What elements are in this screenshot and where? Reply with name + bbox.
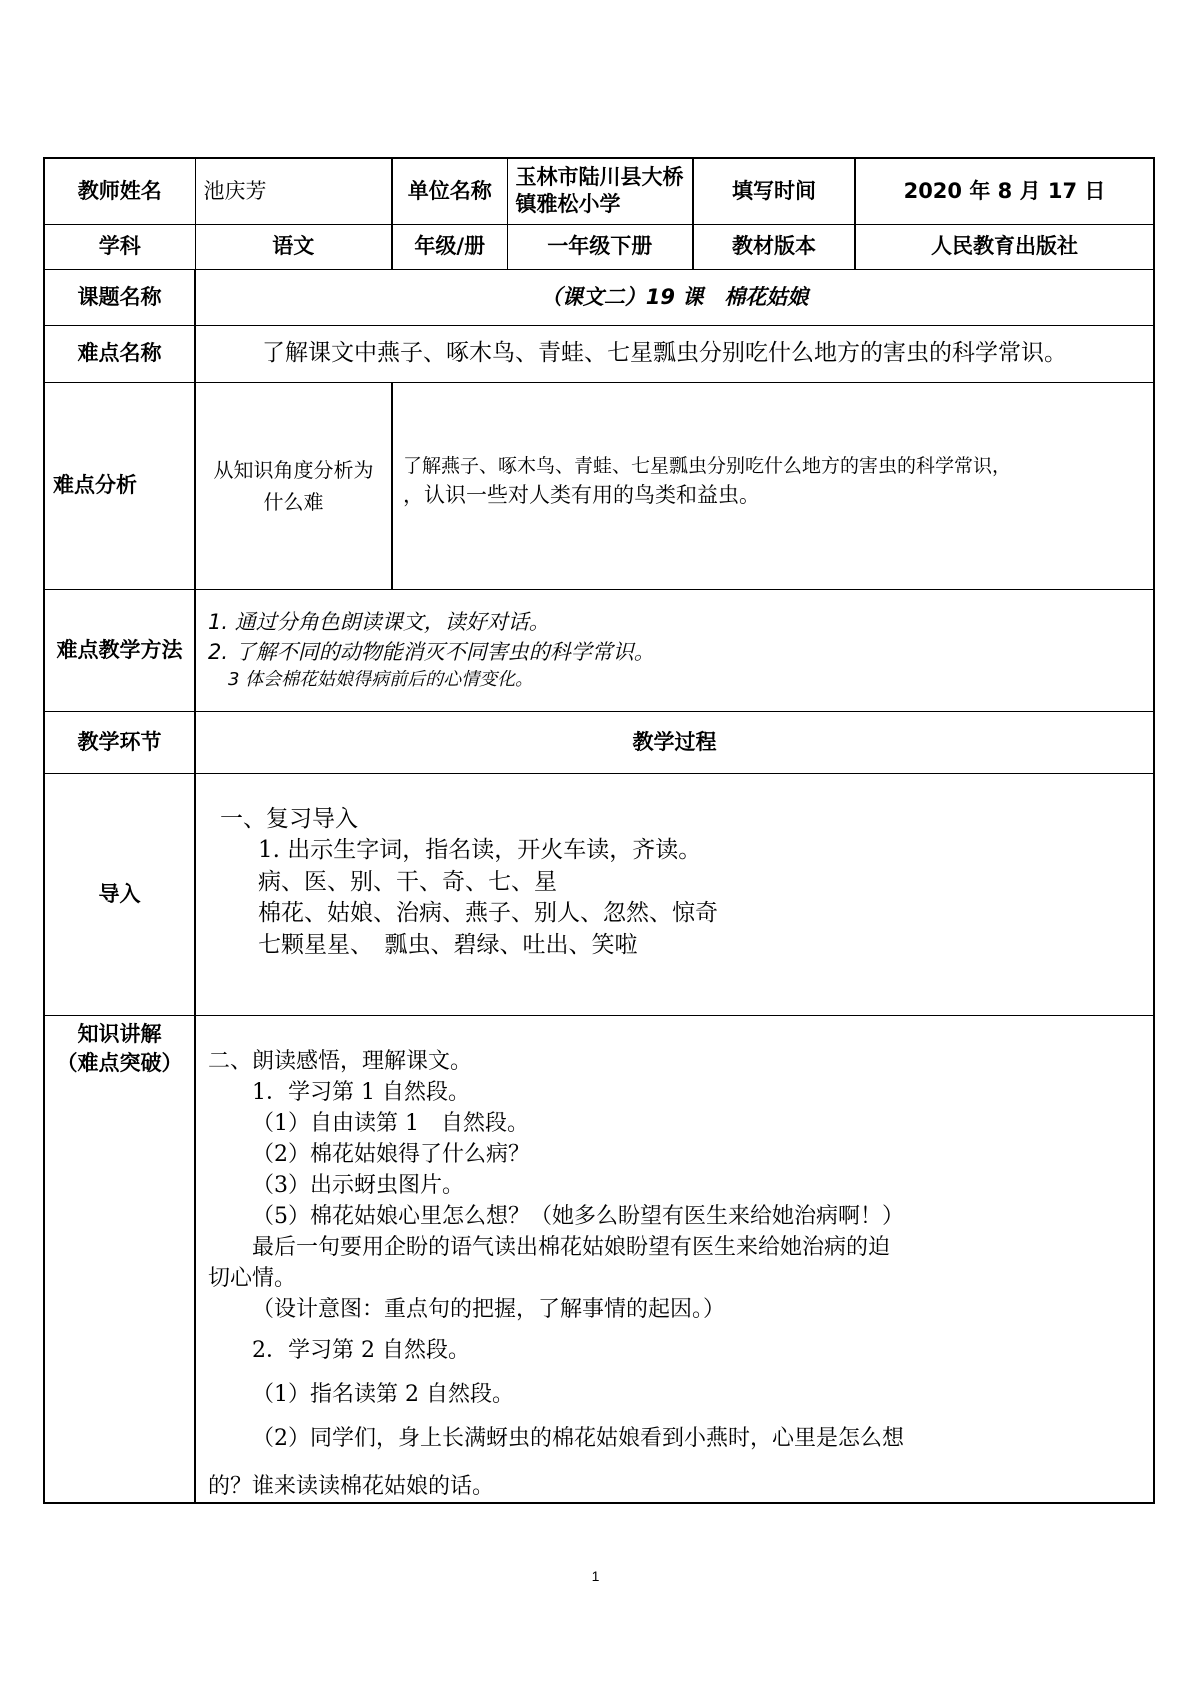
knowledge-line-2: 1．学习第 1 自然段。	[252, 1079, 470, 1105]
analysis-label: 难点分析	[44, 382, 195, 589]
intro-content	[195, 773, 1154, 1015]
difficulty-row	[44, 325, 1154, 382]
teacher-label: 教师姓名	[44, 158, 195, 224]
date-label: 填写时间	[693, 158, 855, 224]
unit-value-line2: 镇雅松小学	[515, 192, 621, 217]
grade-label: 年级/册	[392, 224, 507, 269]
knowledge-label-line2: （难点突破）	[56, 1050, 183, 1075]
difficulty-label: 难点名称	[44, 325, 195, 382]
analysis-content	[392, 382, 1154, 589]
knowledge-label-line1: 知识讲解	[77, 1021, 162, 1046]
edition-label: 教材版本	[693, 224, 855, 269]
topic-row	[44, 269, 1154, 325]
knowledge-line-11: （1）指名读第 2 自然段。	[252, 1381, 514, 1407]
knowledge-line-1: 二、朗读感悟，理解课文。	[208, 1048, 473, 1074]
difficulty-value: 了解课文中燕子、啄木鸟、青蛙、七星瓢虫分别吃什么地方的害虫的科学常识。	[195, 325, 1154, 382]
method-item-2: 2. 了解不同的动物能消灭不同害虫的科学常识。	[208, 639, 655, 664]
intro-line-2: 1. 出示生字词，指名读，开火车读，齐读。	[258, 837, 702, 863]
method-item-1: 1. 通过分角色朗读课文，读好对话。	[208, 609, 550, 634]
page-number: 1	[591, 1568, 600, 1584]
knowledge-line-4: （2）棉花姑娘得了什么病？	[252, 1141, 530, 1167]
knowledge-line-3: （1）自由读第 1 自然段。	[252, 1110, 529, 1136]
subject-label: 学科	[44, 224, 195, 269]
knowledge-line-7: 最后一句要用企盼的语气读出棉花姑娘盼望有医生来给她治病的迫	[252, 1234, 891, 1260]
process-stage-label: 教学环节	[44, 711, 195, 773]
edition-value: 人民教育出版社	[855, 224, 1154, 269]
knowledge-line-6: （5）棉花姑娘心里怎么想？（她多么盼望有医生来给她治病啊！）	[252, 1203, 904, 1229]
method-content	[195, 589, 1154, 711]
topic-value: （课文二）19 课 棉花姑娘	[195, 269, 1154, 325]
intro-line-1: 一、复习导入	[220, 805, 358, 832]
process-title: 教学过程	[195, 711, 1154, 773]
lesson-plan-table	[43, 157, 1155, 1504]
intro-label: 导入	[44, 773, 195, 1015]
analysis-line-2: ，认识一些对人类有用的鸟类和益虫。	[403, 483, 760, 508]
knowledge-line-5: （3）出示蚜虫图片。	[252, 1172, 464, 1198]
teacher-value: 池庆芳	[195, 158, 392, 224]
knowledge-content	[195, 1015, 1154, 1503]
knowledge-label	[44, 1015, 195, 1503]
analysis-line-1: 了解燕子、啄木鸟、青蛙、七星瓢虫分别吃什么地方的害虫的科学常识，	[403, 454, 1012, 477]
knowledge-line-12: （2）同学们，身上长满蚜虫的棉花姑娘看到小燕时，心里是怎么想	[252, 1425, 904, 1451]
method-item-3: 3 体会棉花姑娘得病前后的心情变化。	[228, 669, 534, 691]
grade-value: 一年级下册	[507, 224, 693, 269]
knowledge-row	[44, 1015, 1154, 1503]
analysis-sub-label: 从知识角度分析为什么难	[195, 382, 392, 589]
header-row-1	[44, 158, 1154, 224]
method-row	[44, 589, 1154, 711]
knowledge-line-8: 切心情。	[208, 1265, 297, 1291]
knowledge-line-10: 2．学习第 2 自然段。	[252, 1337, 470, 1363]
knowledge-line-13: 的？谁来读读棉花姑娘的话。	[208, 1473, 495, 1499]
topic-label: 课题名称	[44, 269, 195, 325]
intro-line-4: 棉花、姑娘、治病、燕子、别人、忽然、惊奇	[258, 900, 718, 926]
intro-row	[44, 773, 1154, 1015]
subject-value: 语文	[195, 224, 392, 269]
date-value: 2020 年 8 月 17 日	[855, 158, 1154, 224]
analysis-row	[44, 382, 1154, 589]
method-label: 难点教学方法	[44, 589, 195, 711]
process-header-row	[44, 711, 1154, 773]
intro-line-3: 病、医、别、干、奇、七、星	[258, 868, 557, 895]
knowledge-line-9: （设计意图：重点句的把握，了解事情的起因。）	[252, 1296, 726, 1322]
unit-value-line1: 玉林市陆川县大桥	[515, 164, 684, 189]
unit-label: 单位名称	[392, 158, 507, 224]
intro-line-5: 七颗星星、 瓢虫、碧绿、吐出、笑啦	[258, 931, 638, 958]
unit-value	[507, 158, 693, 224]
header-row-2	[44, 224, 1154, 269]
